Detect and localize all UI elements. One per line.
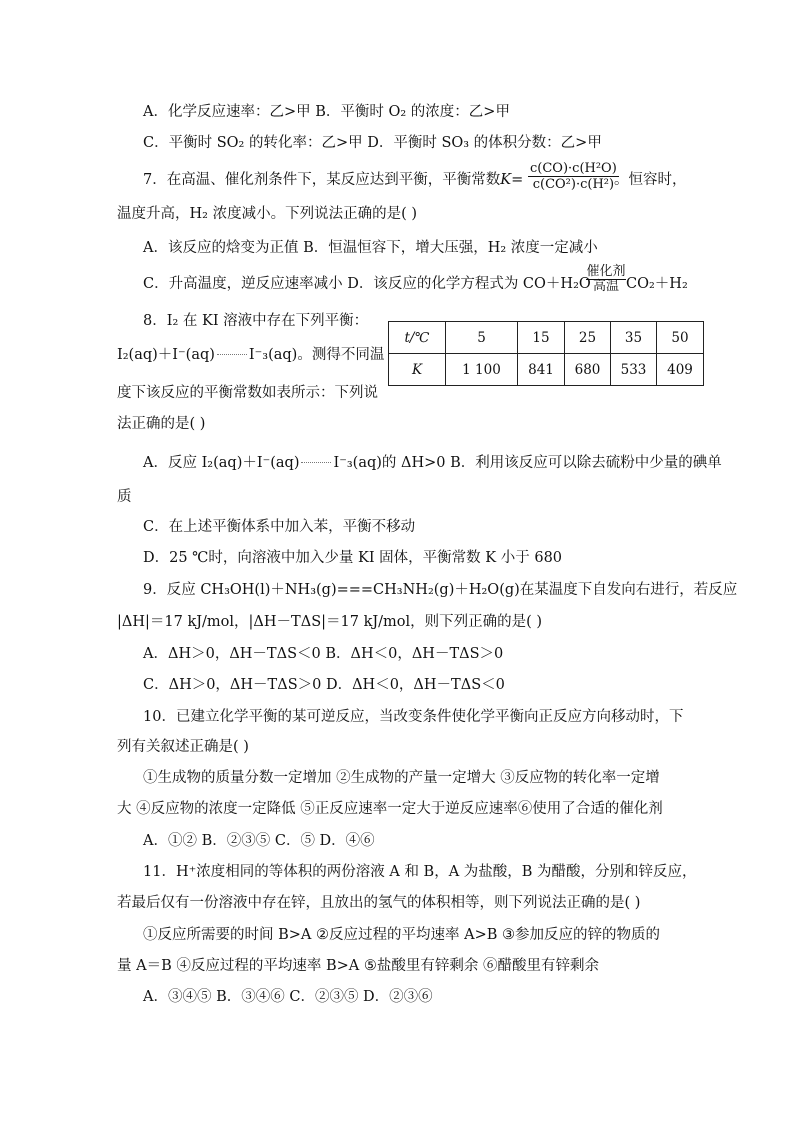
equilibrium-arrow-icon <box>217 354 247 355</box>
q8-line1: 8．I₂ 在 KI 溶液中存在下列平衡： <box>143 313 369 329</box>
q10-items-a: ①生成物的质量分数一定增加 ②生成物的产量一定增大 ③反应物的转化率一定增 <box>143 770 660 786</box>
q8-line3: 度下该反应的平衡常数如表所示：下列说 <box>117 385 378 401</box>
table-cell: 680 <box>565 354 611 386</box>
table-cell: 5 <box>446 322 518 354</box>
table-cell: 35 <box>611 322 657 354</box>
table-cell: 409 <box>657 354 704 386</box>
table-cell: 533 <box>611 354 657 386</box>
q11-stem-b: 若最后仅有一份溶液中存在锌，且放出的氢气的体积相等，则下列说法正确的是( ) <box>117 895 641 911</box>
q8-option-c: C．在上述平衡体系中加入苯，平衡不移动 <box>143 519 416 535</box>
q7-temperature-label: 高温 <box>592 279 619 294</box>
q7-k-denominator: c(CO²)·c(H²) <box>532 177 615 192</box>
q8-constant-table <box>388 321 704 386</box>
q9-stem-a: 9．反应 CH₃OH(l)＋NH₃(g)===CH₃NH₂(g)＋H₂O(g)在某温度下自发向右进行，若反应 <box>143 582 738 598</box>
q6-option-ab: A．化学反应速率：乙>甲 B．平衡时 O₂ 的浓度：乙>甲 <box>143 104 510 120</box>
q7-catalyst-label: 催化剂 <box>586 264 626 279</box>
table-row <box>389 354 704 386</box>
table-cell: 841 <box>518 354 565 386</box>
table-header-t: t/℃ <box>389 322 446 354</box>
q7-k-fraction <box>528 161 619 192</box>
q8-option-b-text: I⁻₃(aq)的 ΔH>0 B．利用该反应可以除去硫粉中少量的碘单 <box>333 455 722 471</box>
q7-option-d-tail: CO₂＋H₂ <box>626 276 688 292</box>
q8-line2-b: I⁻₃(aq)。测得不同温 <box>248 347 385 363</box>
q7-reaction-condition <box>586 265 626 294</box>
q7-option-ab: A．该反应的焓变为正值 B．恒温恒容下，增大压强，H₂ 浓度一定减小 <box>143 240 598 256</box>
q10-stem-a: 10．已建立化学平衡的某可逆反应，当改变条件使化学平衡向正反应方向移动时，下 <box>143 709 684 725</box>
table-cell: 25 <box>565 322 611 354</box>
equilibrium-arrow-icon <box>301 462 331 463</box>
q8-line2-a: I₂(aq)＋I⁻(aq) <box>117 347 215 363</box>
q7-option-cd: C．升高温度，逆反应速率减小 D．该反应的化学方程式为 CO＋H₂O <box>143 276 591 292</box>
q10-options: A．①② B．②③⑤ C．⑤ D．④⑥ <box>143 833 375 849</box>
q6-option-cd: C．平衡时 SO₂ 的转化率：乙>甲 D．平衡时 SO₃ 的体积分数：乙>甲 <box>143 135 602 151</box>
q7-k-numerator: c(CO)·c(H²O) <box>530 161 617 176</box>
q8-option-a-text: A．反应 I₂(aq)＋I⁻(aq) <box>143 455 300 471</box>
q7-k-symbol: K= <box>500 172 524 188</box>
q8-option-d: D．25 ℃时，向溶液中加入少量 KI 固体，平衡常数 K 小于 680 <box>143 550 563 566</box>
q8-line4: 法正确的是( ) <box>117 416 206 432</box>
q11-stem-a: 11．H⁺浓度相同的等体积的两份溶液 A 和 B，A 为盐酸，B 为醋酸，分别和锌反应， <box>143 864 697 880</box>
q7-stem-c: 温度升高，H₂ 浓度减小。下列说法正确的是( ) <box>117 206 417 222</box>
q7-stem-text: 7．在高温、催化剂条件下，某反应达到平衡，平衡常数 <box>143 172 501 188</box>
q11-items-b: 量 A＝B ④反应过程的平均速率 B>A ⑤盐酸里有锌剩余 ⑥醋酸里有锌剩余 <box>117 958 599 974</box>
q9-option-ab: A．ΔH＞0，ΔH－TΔS＜0 B．ΔH＜0，ΔH－TΔS＞0 <box>143 646 504 662</box>
q9-option-cd: C．ΔH＞0，ΔH－TΔS＞0 D．ΔH＜0，ΔH－TΔS＜0 <box>143 677 505 693</box>
q10-items-b: 大 ④反应物的浓度一定降低 ⑤正反应速率一定大于逆反应速率⑥使用了合适的催化剂 <box>117 801 663 817</box>
q8-line2 <box>117 345 384 365</box>
table-cell: 15 <box>518 322 565 354</box>
table-header-k: K <box>389 354 446 386</box>
table-row <box>389 322 704 354</box>
q7-stem-a <box>143 170 523 190</box>
q11-options: A．③④⑤ B．③④⑥ C．②③⑤ D．②③⑥ <box>143 989 433 1005</box>
q8-option-ab <box>143 453 722 473</box>
table-cell: 50 <box>657 322 704 354</box>
q11-items-a: ①反应所需要的时间 B>A ②反应过程的平均速率 A>B ③参加反应的锌的物质的 <box>143 927 660 943</box>
q7-stem-b: 。恒容时， <box>614 172 687 188</box>
q8-option-ab-cont: 质 <box>117 489 132 505</box>
table-cell: 1 100 <box>446 354 518 386</box>
q9-stem-b: |ΔH|＝17 kJ/mol，|ΔH－TΔS|＝17 kJ/mol，则下列正确的是( ) <box>117 614 543 630</box>
q10-stem-b: 列有关叙述正确是( ) <box>117 739 249 755</box>
